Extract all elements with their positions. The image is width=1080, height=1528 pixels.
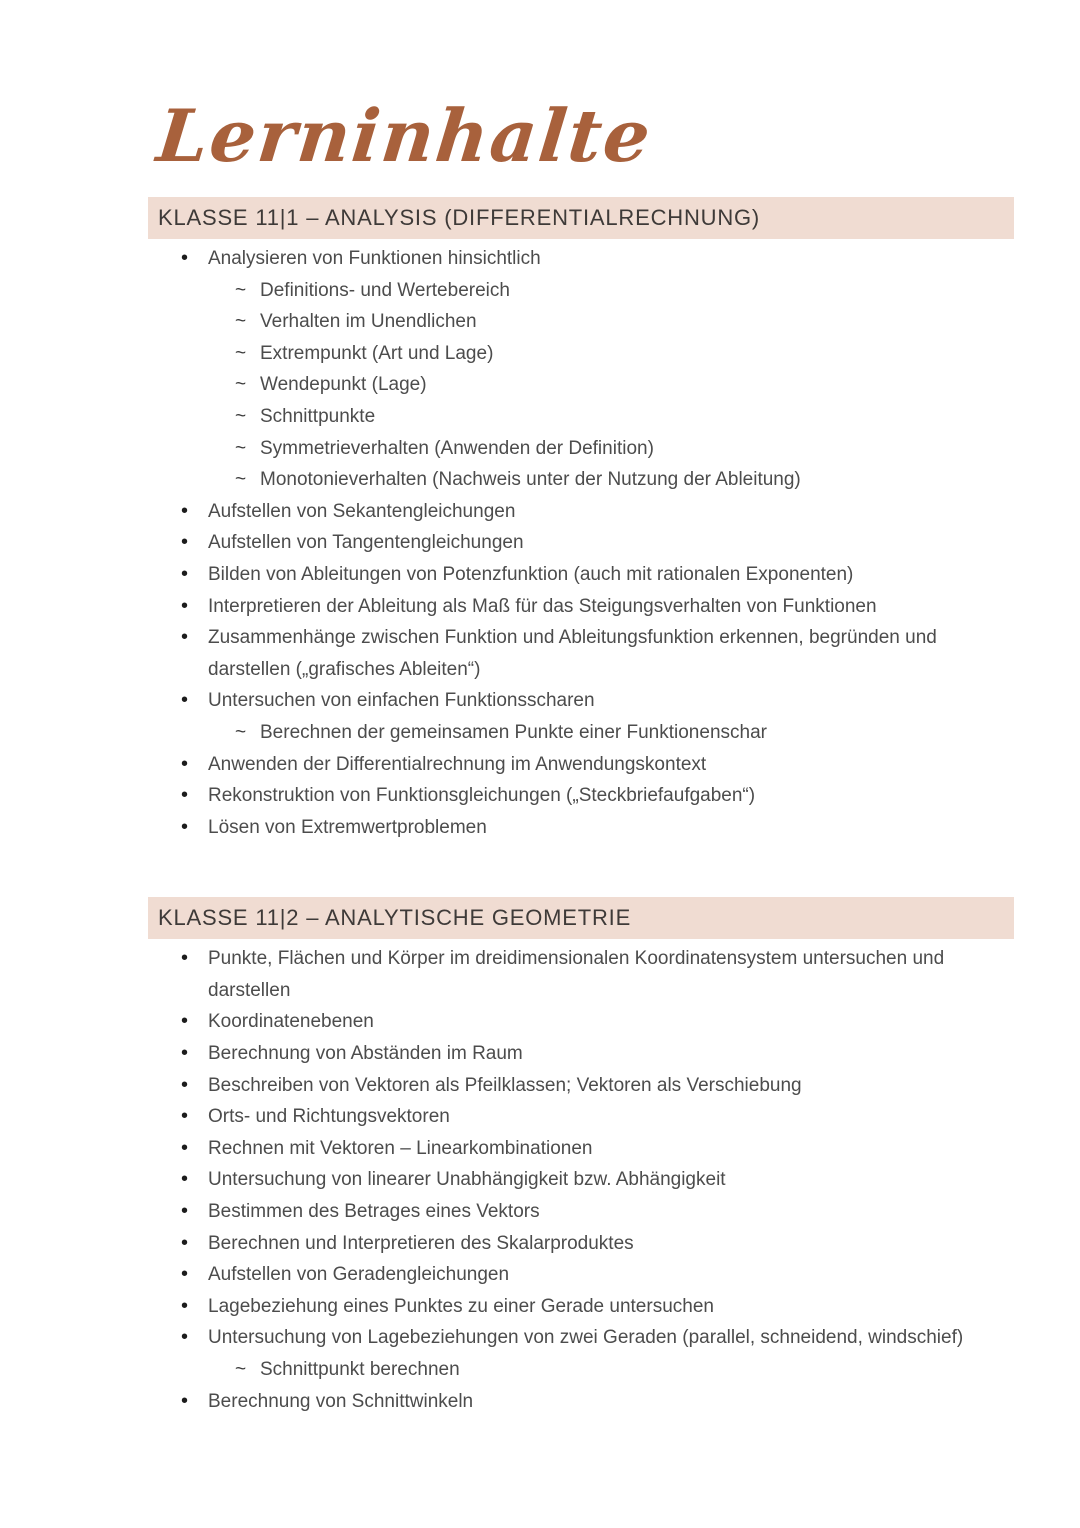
list-item-text: Analysieren von Funktionen hinsichtlich bbox=[208, 248, 541, 269]
list-item bbox=[148, 749, 1014, 781]
bullet-marker: • bbox=[181, 626, 189, 649]
list-item-text: Schnittpunkte bbox=[260, 405, 376, 427]
list-item bbox=[148, 1259, 1014, 1291]
section-header bbox=[148, 197, 1014, 239]
tilde-marker: ~ bbox=[235, 721, 247, 743]
tilde-marker: ~ bbox=[235, 405, 247, 427]
bullet-marker: • bbox=[181, 499, 189, 522]
bullet-marker: • bbox=[181, 1294, 189, 1317]
list-item-text: Schnittpunkt berechnen bbox=[260, 1359, 460, 1380]
bullet-marker: • bbox=[181, 562, 189, 585]
section-header-label: KLASSE 11|1 – ANALYSIS (DIFFERENTIALRECHNUNG) bbox=[158, 205, 761, 230]
list-item-text: Orts- und Richtungsvektoren bbox=[208, 1106, 450, 1128]
list-item-text: Beschreiben von Vektoren als Pfeilklassen; Vektoren als Verschiebung bbox=[208, 1074, 802, 1096]
bullet-marker: • bbox=[181, 1136, 189, 1159]
bullet-marker: • bbox=[181, 531, 189, 554]
list-item-text: Aufstellen von Tangentengleichungen bbox=[208, 532, 524, 554]
bullet-marker: • bbox=[181, 1168, 189, 1191]
list-item bbox=[148, 306, 1014, 338]
list-item bbox=[148, 780, 1014, 812]
list-item bbox=[148, 591, 1014, 623]
list-item bbox=[148, 1228, 1014, 1260]
list-item bbox=[148, 1322, 1014, 1354]
page-title: Lerninhalte bbox=[153, 93, 657, 178]
list-item-text: Definitions- und Wertebereich bbox=[260, 279, 510, 301]
list-item bbox=[148, 943, 1014, 1006]
bullet-marker: • bbox=[181, 1073, 189, 1096]
bullet-marker: • bbox=[181, 1389, 189, 1412]
list-item-text: Untersuchung von linearer Unabhängigkeit bzw. Abhängigkeit bbox=[208, 1169, 726, 1191]
list-item bbox=[148, 685, 1014, 717]
list-item-text: Bilden von Ableitungen von Potenzfunktion (auch mit rationalen Exponenten) bbox=[208, 563, 854, 585]
list-item bbox=[148, 1291, 1014, 1323]
list-item bbox=[148, 1133, 1014, 1165]
list-item bbox=[148, 1164, 1014, 1196]
list-item-text: Koordinatenebenen bbox=[208, 1011, 374, 1033]
list-item-text: Aufstellen von Geradengleichungen bbox=[208, 1264, 510, 1286]
tilde-marker: ~ bbox=[235, 342, 247, 364]
section-header bbox=[148, 897, 1014, 939]
bullet-marker: • bbox=[181, 1263, 189, 1286]
bullet-marker: • bbox=[181, 947, 189, 970]
list-item bbox=[148, 496, 1014, 528]
list-item bbox=[148, 401, 1014, 433]
list-item-text: Untersuchung von Lagebeziehungen von zwei Geraden (parallel, schneidend, windschief) bbox=[208, 1327, 964, 1349]
bullet-marker: • bbox=[181, 1326, 189, 1349]
list-item-text: Anwenden der Differentialrechnung im Anwendungskontext bbox=[208, 753, 707, 775]
bullet-marker: • bbox=[181, 1231, 189, 1254]
list-item-text: Rechnen mit Vektoren – Linearkombinationen bbox=[208, 1137, 593, 1159]
tilde-marker: ~ bbox=[235, 469, 247, 491]
list-item bbox=[148, 1354, 1014, 1386]
list-item bbox=[148, 1070, 1014, 1102]
list-item bbox=[148, 1386, 1014, 1418]
list-item-text: Punkte, Flächen und Körper im dreidimensionalen Koordinatensystem untersuchen und darstellen bbox=[208, 948, 945, 1001]
list-item bbox=[148, 275, 1014, 307]
list-item-text: Verhalten im Unendlichen bbox=[260, 311, 477, 333]
bullet-marker: • bbox=[181, 1105, 189, 1128]
section-header-label: KLASSE 11|2 – ANALYTISCHE GEOMETRIE bbox=[158, 905, 632, 931]
section-item-list bbox=[148, 239, 1014, 843]
list-item bbox=[148, 622, 1014, 685]
section-item-list bbox=[148, 939, 1014, 1417]
list-item bbox=[148, 527, 1014, 559]
bullet-marker: • bbox=[181, 689, 189, 712]
section-klasse-11-1 bbox=[148, 197, 1014, 843]
list-item bbox=[148, 1038, 1014, 1070]
list-item-text: Lagebeziehung eines Punktes zu einer Gerade untersuchen bbox=[208, 1295, 714, 1317]
list-item-text: Rekonstruktion von Funktionsgleichungen („Steckbriefaufgaben“) bbox=[208, 785, 756, 807]
list-item-text: Bestimmen des Betrages eines Vektors bbox=[208, 1201, 540, 1223]
list-item-text: Zusammenhänge zwischen Funktion und Ableitungsfunktion erkennen, begründen und darstellen („grafisches Ableiten“) bbox=[208, 627, 937, 680]
section-klasse-11-2 bbox=[148, 897, 1014, 1417]
bullet-marker: • bbox=[181, 247, 189, 269]
tilde-marker: ~ bbox=[235, 437, 247, 459]
list-item-text: Berechnen und Interpretieren des Skalarproduktes bbox=[208, 1232, 634, 1254]
bullet-marker: • bbox=[181, 1010, 189, 1033]
list-item-text: Aufstellen von Sekantengleichungen bbox=[208, 500, 516, 522]
list-item-text: Wendepunkt (Lage) bbox=[260, 374, 427, 396]
bullet-marker: • bbox=[181, 752, 189, 775]
list-item bbox=[148, 717, 1014, 749]
sections-container bbox=[148, 197, 1014, 1417]
list-item bbox=[148, 433, 1014, 465]
list-item bbox=[148, 812, 1014, 844]
page-content bbox=[148, 0, 1014, 1417]
tilde-marker: ~ bbox=[235, 374, 247, 396]
bullet-marker: • bbox=[181, 1200, 189, 1223]
bullet-marker: • bbox=[181, 815, 189, 838]
list-item-text: Symmetrieverhalten (Anwenden der Definition) bbox=[260, 437, 654, 459]
list-item-text: Untersuchen von einfachen Funktionsscharen bbox=[208, 690, 595, 712]
list-item bbox=[148, 464, 1014, 496]
bullet-marker: • bbox=[181, 784, 189, 807]
list-item bbox=[148, 559, 1014, 591]
list-item bbox=[148, 1101, 1014, 1133]
tilde-marker: ~ bbox=[235, 311, 247, 333]
list-item-text: Lösen von Extremwertproblemen bbox=[208, 816, 487, 838]
list-item-text: Extrempunkt (Art und Lage) bbox=[260, 342, 494, 364]
list-item bbox=[148, 1196, 1014, 1228]
list-item bbox=[148, 1006, 1014, 1038]
tilde-marker: ~ bbox=[235, 1359, 247, 1380]
list-item-text: Monotonieverhalten (Nachweis unter der Nutzung der Ableitung) bbox=[260, 469, 801, 491]
list-item-text: Berechnung von Abständen im Raum bbox=[208, 1043, 523, 1065]
list-item bbox=[148, 243, 1014, 275]
list-item bbox=[148, 338, 1014, 370]
bullet-marker: • bbox=[181, 594, 189, 617]
list-item-text: Berechnung von Schnittwinkeln bbox=[208, 1390, 474, 1412]
list-item bbox=[148, 369, 1014, 401]
bullet-marker: • bbox=[181, 1042, 189, 1065]
list-item-text: Interpretieren der Ableitung als Maß für das Steigungsverhalten von Funktionen bbox=[208, 595, 877, 617]
list-item-text: Berechnen der gemeinsamen Punkte einer Funktionenschar bbox=[260, 721, 767, 743]
tilde-marker: ~ bbox=[235, 279, 247, 301]
